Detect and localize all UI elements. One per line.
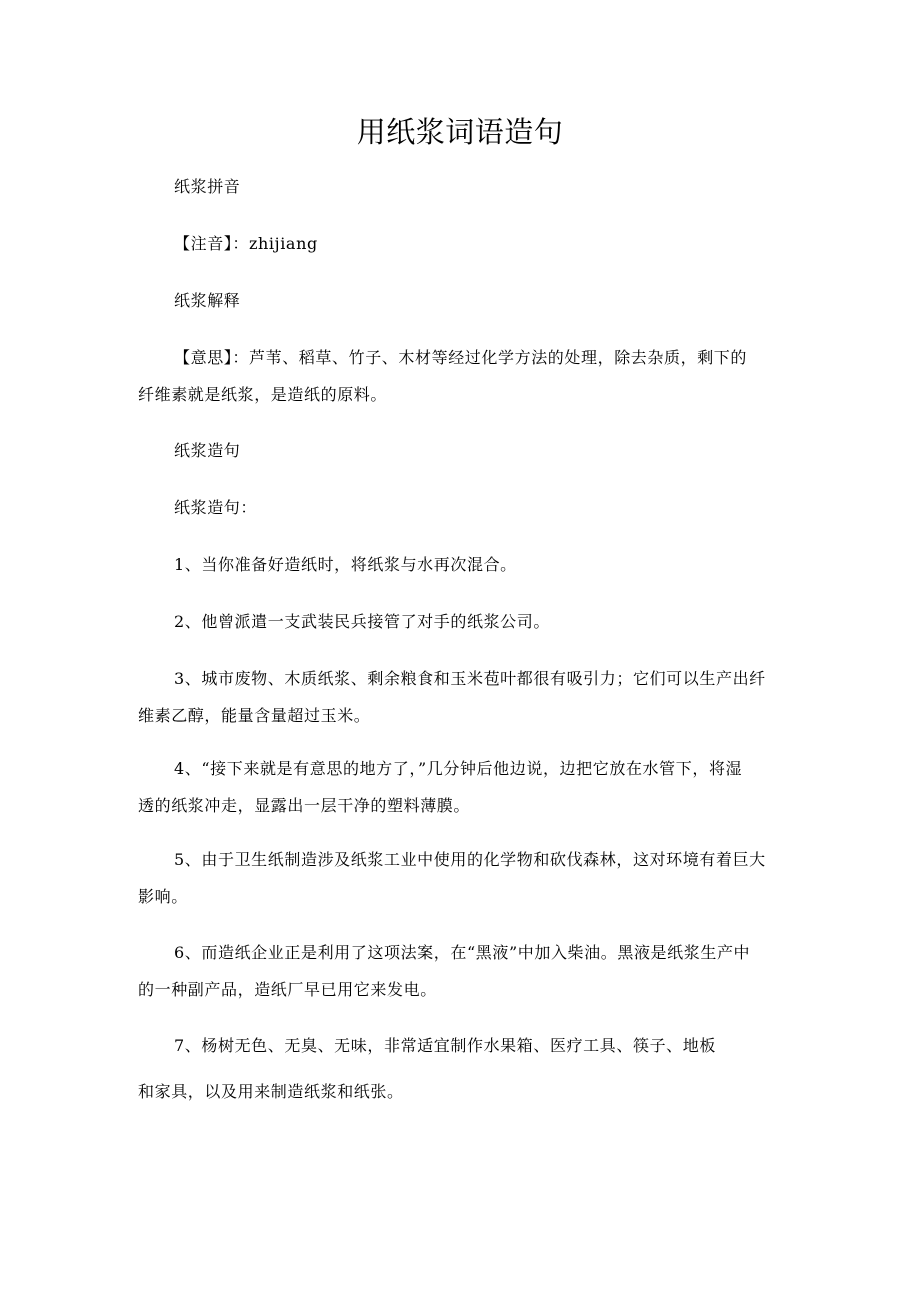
meaning-heading: 纸浆解释 (174, 291, 241, 310)
sentence-line-1: 6、而造纸企业正是利用了这项法案，在“黑液”中加入柴油。黑液是纸浆生产中 (174, 943, 751, 962)
sentences-subheading: 纸浆造句： (174, 498, 258, 517)
sentence-line-1: 7、杨树无色、无臭、无味，非常适宜制作水果箱、医疗工具、筷子、地板 (174, 1036, 716, 1055)
sentence-line-2: 和家具，以及用来制造纸浆和纸张。 (138, 1082, 404, 1101)
sentence-line-2: 的一种副产品，造纸厂早已用它来发电。 (138, 980, 437, 999)
sentence-line-1: 2、他曾派遣一支武装民兵接管了对手的纸浆公司。 (174, 612, 550, 631)
sentence-5 (138, 841, 778, 915)
sentence-line-1: 4、“接下来就是有意思的地方了，”几分钟后他边说，边把它放在水管下，将湿 (174, 759, 743, 778)
meaning-line-2: 纤维素就是纸浆，是造纸的原料。 (138, 385, 388, 404)
sentence-1 (138, 546, 778, 583)
sentence-3 (138, 660, 778, 734)
sentence-line-1: 3、城市废物、木质纸浆、剩余粮食和玉米苞叶都很有吸引力；它们可以生产出纤 (174, 669, 766, 688)
sentence-line-1: 1、当你准备好造纸时，将纸浆与水再次混合。 (174, 555, 517, 574)
meaning-line-1: 【意思】：芦苇、稻草、竹子、木材等经过化学方法的处理，除去杂质，剩下的 (174, 348, 748, 367)
sentence-line-2: 透的纸浆冲走，显露出一层干净的塑料薄膜。 (138, 796, 471, 815)
sentence-2 (138, 603, 778, 640)
sentence-6 (138, 934, 778, 1008)
pinyin-heading: 纸浆拼音 (174, 177, 241, 196)
sentences-heading: 纸浆造句 (174, 441, 241, 460)
meaning-paragraph (138, 339, 778, 413)
page-title: 用纸浆词语造句 (356, 115, 564, 149)
sentence-4 (138, 750, 778, 824)
sentence-7 (138, 1027, 778, 1110)
pinyin-line: 【注音】：zhijiang (174, 234, 318, 253)
sentence-line-2: 维素乙醇，能量含量超过玉米。 (138, 706, 371, 725)
sentence-line-1: 5、由于卫生纸制造涉及纸浆工业中使用的化学物和砍伐森林，这对环境有着巨大 (174, 850, 766, 869)
sentence-line-2: 影响。 (138, 887, 188, 906)
